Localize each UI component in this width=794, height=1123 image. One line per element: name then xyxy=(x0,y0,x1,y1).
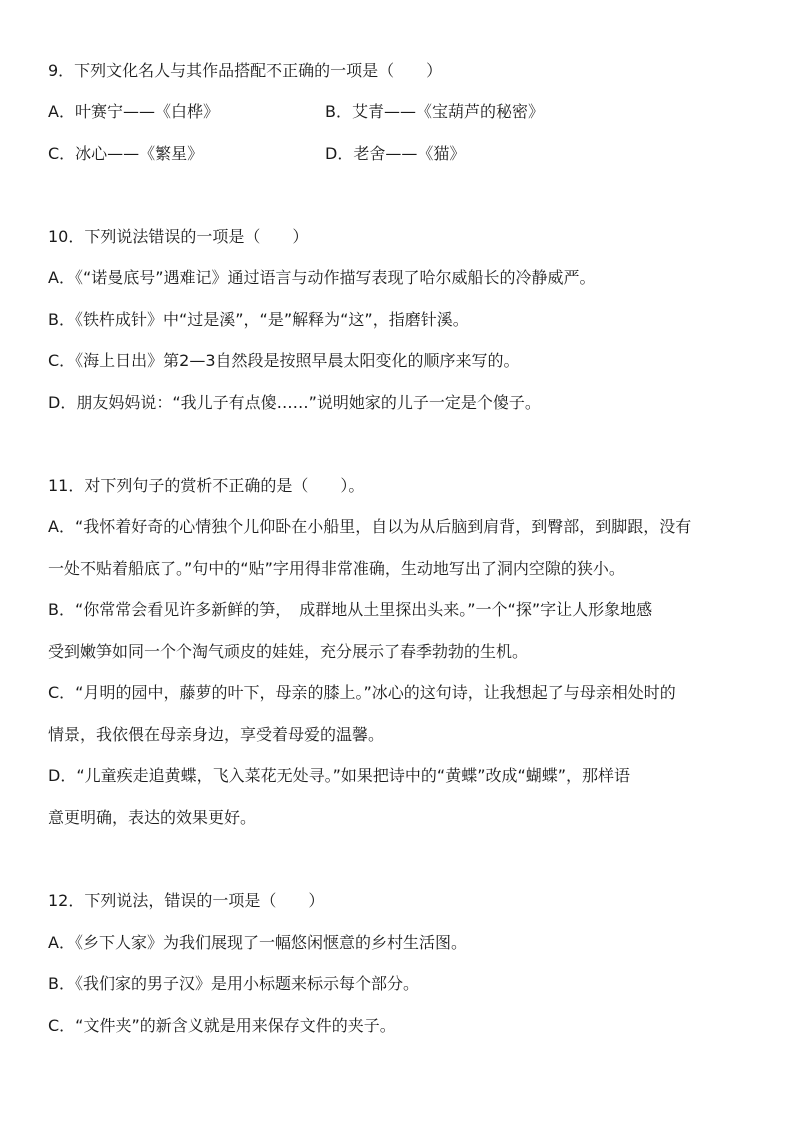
question-10-option-c: C．《海上日出》第2—3自然段是按照早晨太阳变化的顺序来写的。 xyxy=(48,351,520,370)
question-10-option-d: D．朋友妈妈说：“我儿子有点傻……”说明她家的儿子一定是个傻子。 xyxy=(48,393,541,412)
question-10-option-a: A．《“诺曼底号”遇难记》通过语言与动作描写表现了哈尔威船长的冷静威严。 xyxy=(48,268,596,287)
question-9-option-c: C．冰心——《繁星》 xyxy=(48,144,204,163)
question-11-option-a-line2: 一处不贴着船底了。”句中的“贴”字用得非常准确，生动地写出了洞内空隙的狭小。 xyxy=(48,559,625,578)
question-11-option-c-line2: 情景，我依偎在母亲身边，享受着母爱的温馨。 xyxy=(48,725,385,744)
question-11-option-a-line1: A．“我怀着好奇的心情独个儿仰卧在小船里，自以为从后脑到肩背，到臀部，到脚跟，没有 xyxy=(48,517,692,536)
question-9-option-b: B．艾青——《宝葫芦的秘密》 xyxy=(325,102,544,121)
question-11-option-d-line2: 意更明确，表达的效果更好。 xyxy=(48,808,257,827)
question-11-option-b-line1: B．“你常常会看见许多新鲜的笋， 成群地从土里探出头来。”一个“探”字让人形象地感 xyxy=(48,600,653,619)
question-11-option-c-line1: C．“月明的园中，藤萝的叶下，母亲的膝上。”冰心的这句诗，让我想起了与母亲相处时的 xyxy=(48,683,676,702)
question-12-option-c: C．“文件夹”的新含义就是用来保存文件的夹子。 xyxy=(48,1016,396,1035)
question-9-option-a: A．叶赛宁——《白桦》 xyxy=(48,102,219,121)
question-11-option-b-line2: 受到嫩笋如同一个个淘气顽皮的娃娃，充分展示了春季勃勃的生机。 xyxy=(48,642,529,661)
question-10-option-b: B．《铁杵成针》中“过是溪”，“是”解释为“这”，指磨针溪。 xyxy=(48,310,469,329)
question-10-stem: 10．下列说法错误的一项是（ ） xyxy=(48,227,309,246)
question-12-stem: 12．下列说法，错误的一项是（ ） xyxy=(48,891,325,910)
question-12-option-a: A．《乡下人家》为我们展现了一幅悠闲惬意的乡村生活图。 xyxy=(48,933,467,952)
question-9-option-d: D．老舍——《猫》 xyxy=(325,144,466,163)
question-11-option-d-line1: D．“儿童疾走追黄蝶，飞入菜花无处寻。”如果把诗中的“黄蝶”改成“蝴蝶”，那样语 xyxy=(48,766,631,785)
question-12-option-b: B．《我们家的男子汉》是用小标题来标示每个部分。 xyxy=(48,974,419,993)
question-9-stem: 9．下列文化名人与其作品搭配不正确的一项是（ ） xyxy=(48,61,443,80)
question-11-stem: 11．对下列句子的赏析不正确的是（ ）。 xyxy=(48,476,365,495)
